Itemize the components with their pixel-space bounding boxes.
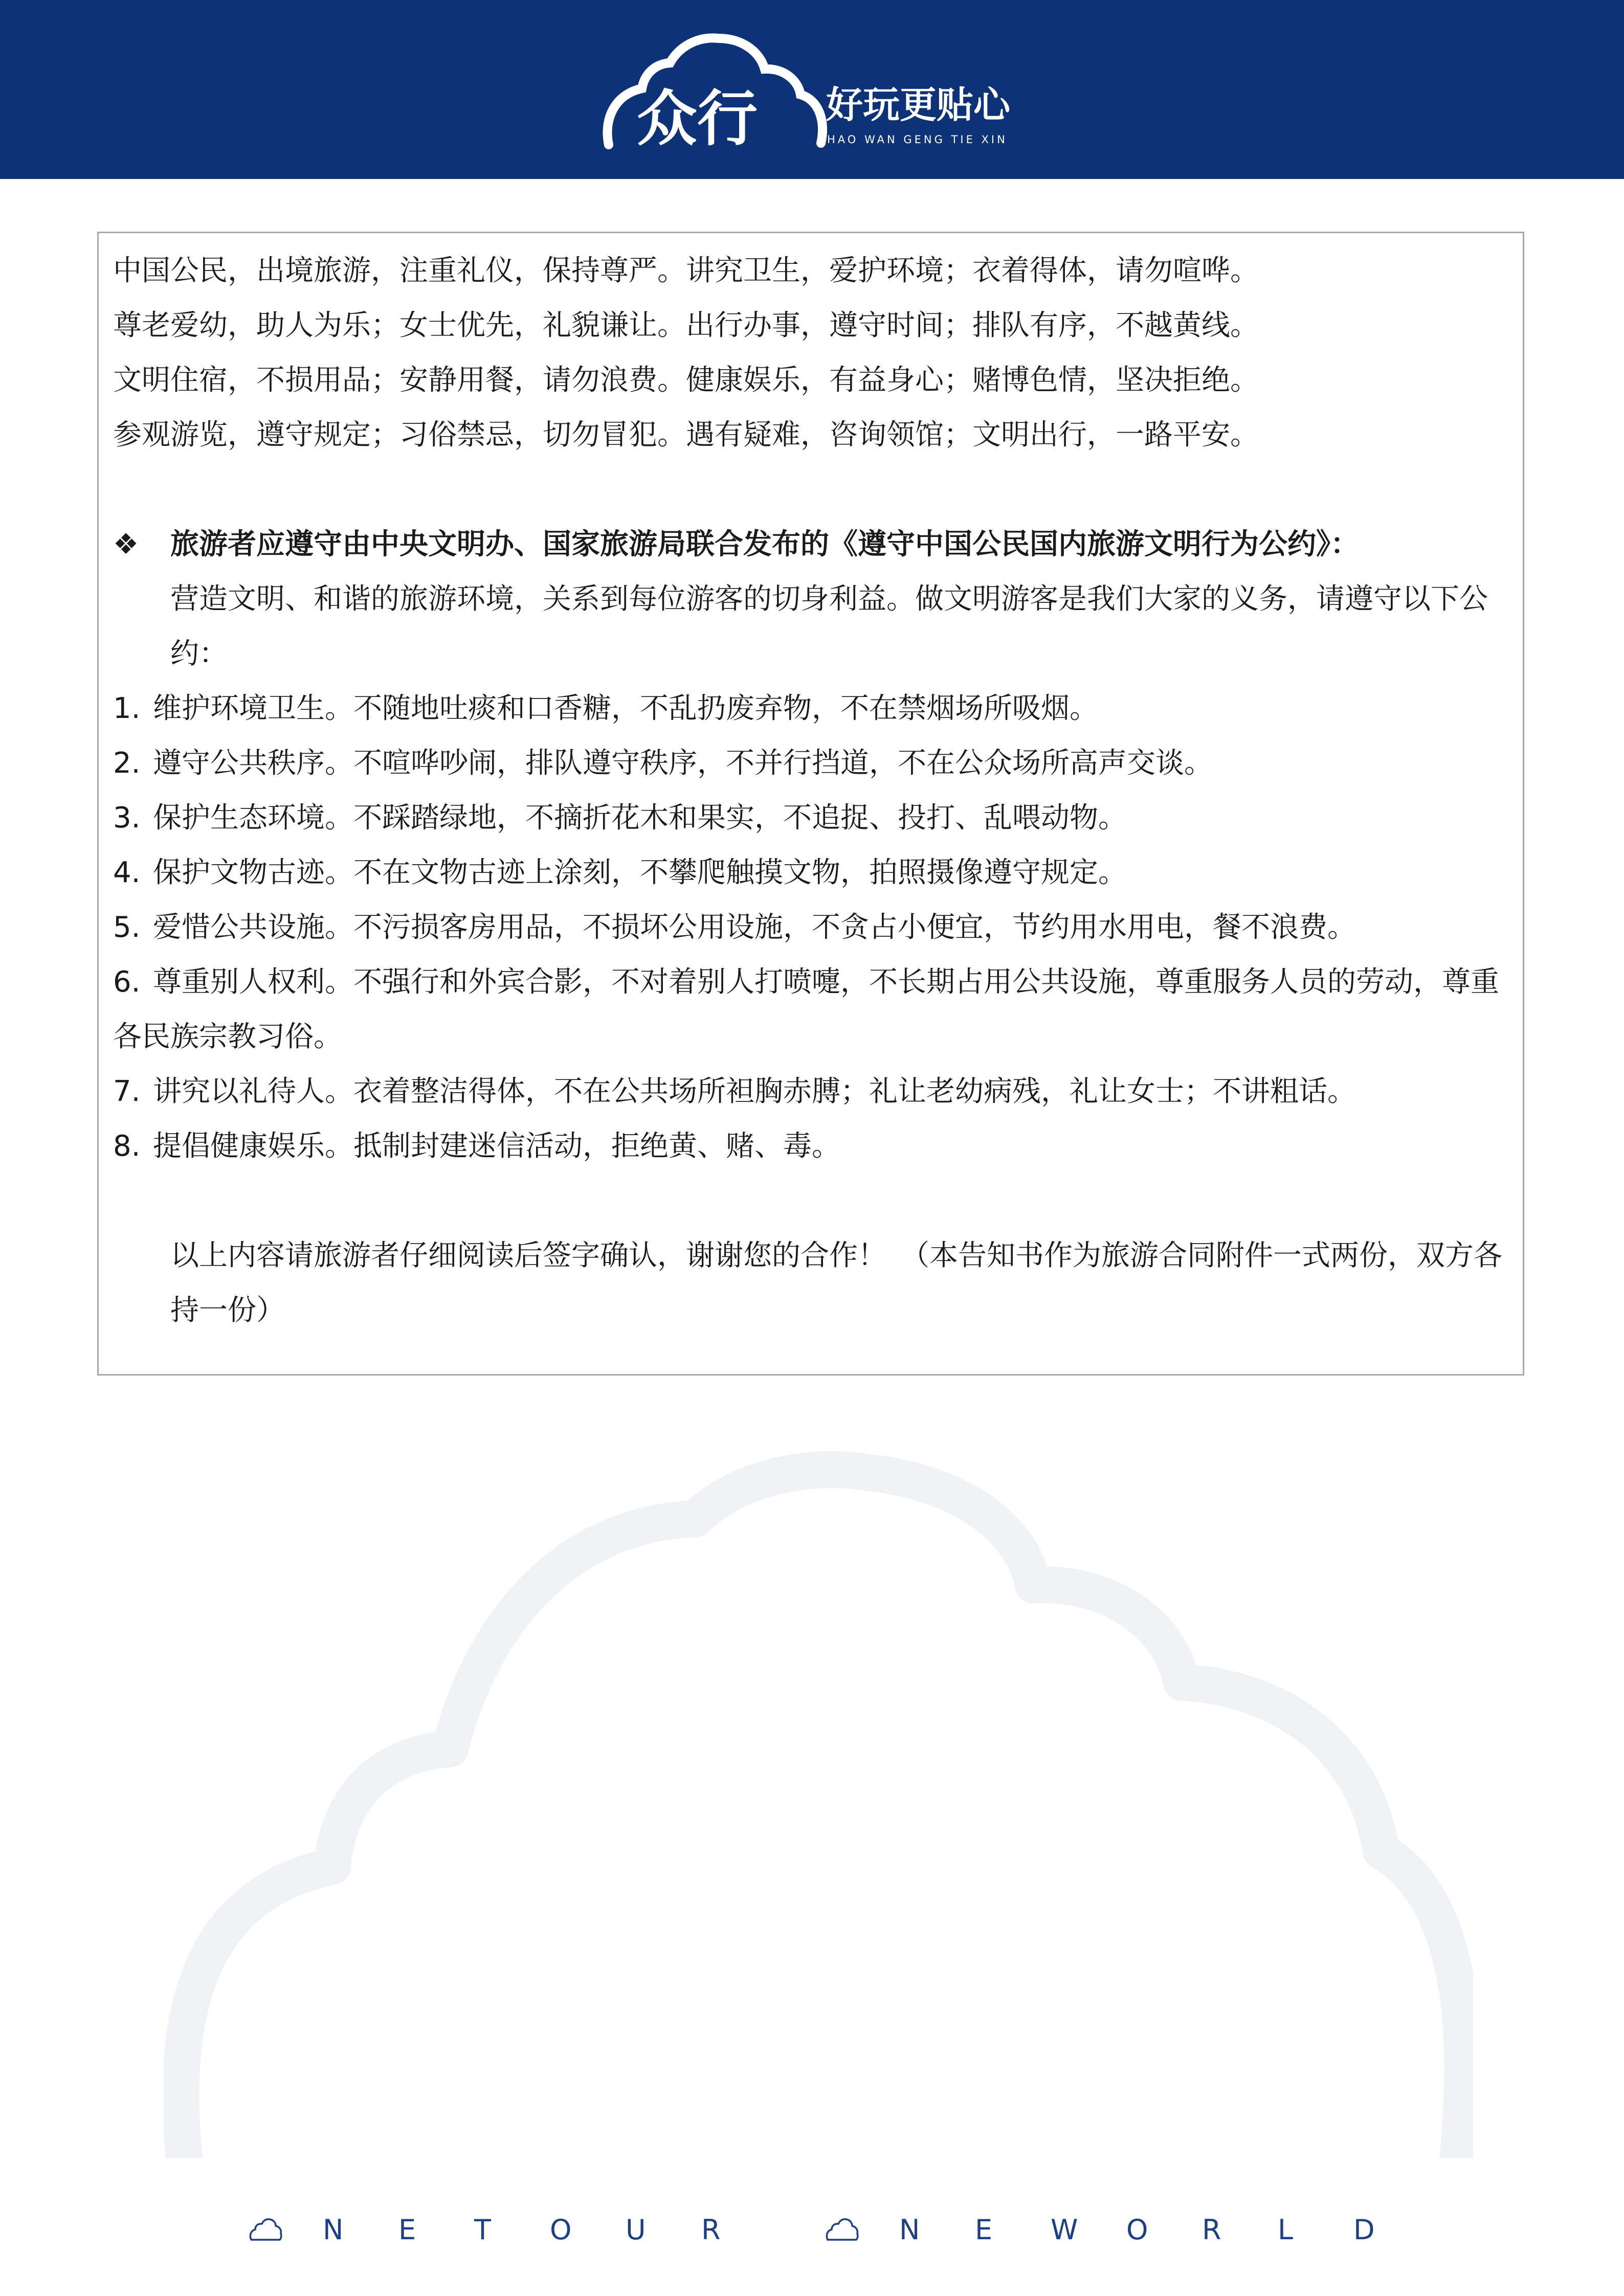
rule-item: 5. 爱惜公共设施。不污损客房用品，不损坏公用设施，不贪占小便宜，节约用水用电，餐不浪费。: [113, 911, 1356, 944]
section-intro: 营造文明、和谐的旅游环境，关系到每位游客的切身利益。做文明游客是我们大家的义务，请遵守以下公约：: [170, 582, 1488, 670]
section-heading-row: [113, 517, 1515, 572]
svg-text:好玩更贴心: 好玩更贴心: [826, 83, 1011, 126]
rule-item: 2. 遵守公共秩序。不喧哗吵闹，排队遵守秩序，不并行挡道，不在公众场所高声交谈。: [113, 747, 1213, 780]
footer-text-onetour: N E T O U R: [323, 2213, 721, 2246]
header-banner: [0, 0, 1624, 179]
cloud-icon: [248, 2217, 283, 2242]
rule-item: 4. 保护文物古迹。不在文物古迹上涂刻，不攀爬触摸文物，拍照摄像遵守规定。: [113, 856, 1127, 889]
intro-line: 中国公民，出境旅游，注重礼仪，保持尊严。讲究卫生，爱护环境；衣着得体，请勿喧哗。: [113, 254, 1259, 287]
cloud-watermark-icon: [164, 1442, 1473, 2158]
notice-text: [113, 243, 1515, 1338]
svg-text:众行: 众行: [637, 83, 758, 154]
footer-group-neworld: [825, 2207, 1429, 2253]
intro-line: 文明住宿，不损用品；安静用餐，请勿浪费。健康娱乐，有益身心；赌博色情，坚决拒绝。: [113, 364, 1259, 397]
svg-text:HAO WAN GENG TIE XIN: HAO WAN GENG TIE XIN: [827, 133, 1008, 146]
brand-logo: [593, 28, 1033, 161]
intro-line: 尊老爱幼，助人为乐；女士优先，礼貌谦让。出行办事，遵守时间；排队有序，不越黄线。: [113, 309, 1259, 342]
notice-content-box: [97, 232, 1524, 1376]
footer-text-neworld: N E W O R L D: [899, 2213, 1375, 2246]
closing-note: 以上内容请旅游者仔细阅读后签字确认，谢谢您的合作！ （本告知书作为旅游合同附件一式两份，双方各持一份）: [170, 1239, 1502, 1327]
intro-line: 参观游览，遵守规定；习俗禁忌，切勿冒犯。遇有疑难，咨询领馆；文明出行，一路平安。: [113, 418, 1259, 452]
rule-item: 3. 保护生态环境。不踩踏绿地，不摘折花木和果实，不追捉、投打、乱喂动物。: [113, 801, 1127, 835]
rule-item: 8. 提倡健康娱乐。抵制封建迷信活动，拒绝黄、赌、毒。: [113, 1130, 840, 1163]
diamond-bullet-icon: ❖: [113, 528, 139, 561]
rule-item: 7. 讲究以礼待人。衣着整洁得体，不在公共场所袒胸赤膊；礼让老幼病残，礼让女士；不讲粗话。: [113, 1075, 1356, 1108]
section-heading: 旅游者应遵守由中央文明办、国家旅游局联合发布的《遵守中国公民国内旅游文明行为公约》：: [170, 528, 1359, 561]
rule-item: 6. 尊重别人权利。不强行和外宾合影，不对着别人打喷嚏，不长期占用公共设施，尊重服务人员的劳动，尊重各民族宗教习俗。: [113, 965, 1499, 1053]
footer-slogan: [0, 2207, 1624, 2253]
cloud-icon: [825, 2217, 859, 2242]
rule-item: 1. 维护环境卫生。不随地吐痰和口香糖，不乱扔废弃物，不在禁烟场所吸烟。: [113, 692, 1098, 725]
footer-group-onetour: [248, 2207, 777, 2253]
